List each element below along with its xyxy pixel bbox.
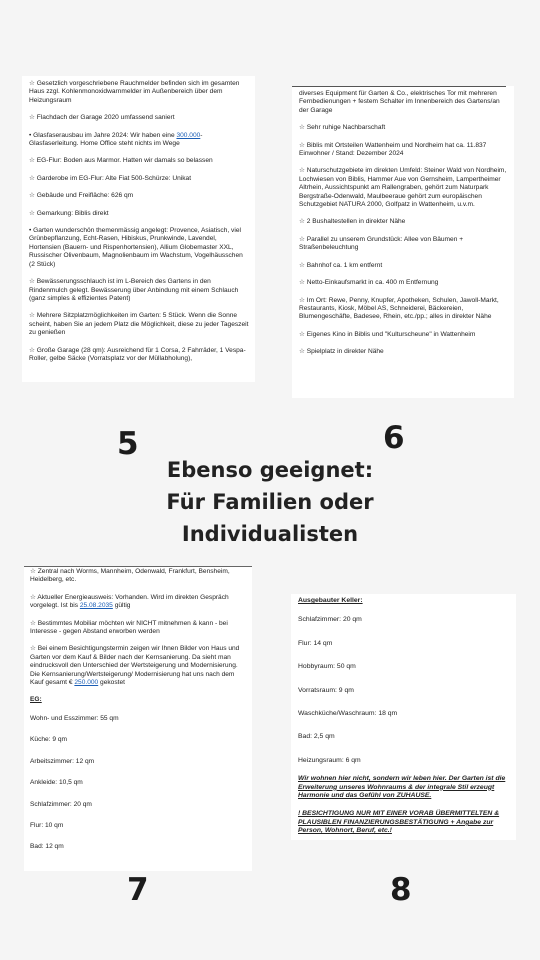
- feature-district: ☆ Gemarkung: Biblis direkt: [29, 209, 109, 217]
- feature-nature: ☆ Naturschutzgebiete im direkten Umfeld: Steiner Wald von Nordheim, Lochwiesen von Biblis, Hammer Aue von Gernsheim, Lampertheimer Altrhein, Aussichtspunkt am Rallengraben, gehört zum Naturpark Bergstraße-Odenwald, Maulbeeraue gehört zum europäischen Schutzgebiet NATURA 2000, Golfpatz in Wattenheim, u.v.m.: [299, 167, 507, 209]
- basement-room: Hobbyraum: 50 qm: [298, 663, 356, 671]
- page-number-6: 6: [383, 420, 405, 456]
- feature-bus: ☆ 2 Bushaltestellen in direkter Nähe: [299, 218, 406, 226]
- listing-page-5: [22, 76, 255, 382]
- renovation-cost-link[interactable]: 250.000: [74, 679, 99, 687]
- certificate-date-link[interactable]: 25.08.2035: [79, 602, 113, 610]
- feature-playground: ☆ Spielplatz in direkter Nähe: [299, 348, 384, 356]
- feature-furniture: ☆ Bestimmtes Mobiliar möchten wir NICHT mitnehmen & kann - bei Interesse - gegen Abstand erworben werden: [30, 619, 228, 636]
- feature-fiber: • Glasfaserausbau im Jahre 2024: Wir haben eine 300.000-Glasfaserleitung. Home Office steht nichts im Wege: [29, 131, 203, 148]
- headline-line-1: Ebenso geeignet:: [166, 458, 374, 482]
- basement-room: Flur: 14 qm: [298, 639, 333, 647]
- listing-page-7: [24, 566, 252, 871]
- eg-room: Arbeitszimmer: 12 qm: [30, 757, 95, 765]
- page-number-5: 5: [117, 426, 139, 462]
- living-note: Wir wohnen hier nicht, sondern wir leben hier. Der Garten ist die Erweiterung unseres Wohnraums & der integrale Stil erzeugt Harmonie und das Gefühl von ZUHAUSE.: [298, 775, 506, 800]
- basement-room: Waschküche/Waschraum: 18 qm: [298, 710, 398, 718]
- feature-renovation: ☆ Bei einem Besichtigungstermin zeigen wir Ihnen Bilder von Haus und Garten vor dem Kauf & Bilder nach der Kernsanierung. Da sieht man eindrucksvoll den Unterschied der Wertsteigerung und Modernisierung. Die Kernsanierung/Wertsteigerung/ Modernisierung hat uns nach dem Kauf gesamt € 250.000 gekostet: [30, 645, 240, 687]
- feature-irrigation: ☆ Bewässerungsschlauch ist im L-Bereich des Gartens in den Rindenmulch gelegt. Bewässerung über Anbindung mit einem Schlauch (ganz simples & effizientes Patent): [29, 278, 239, 302]
- fiber-speed-link[interactable]: 300.000: [176, 131, 201, 139]
- feature-local-shops: ☆ Im Ort: Rewe, Penny, Knupfer, Apotheken, Schulen, Jawoll-Markt, Restaurants, Kiosk, Möbel AS, Schneiderei, Bäckereien, Blumengeschäfte, Badesee, Rhein, etc./pp.; alles in direkter Nähe: [299, 296, 499, 321]
- feature-cinema: ☆ Eigenes Kino in Biblis und "Kulturscheune" in Wattenheim: [299, 330, 476, 338]
- feature-population: ☆ Biblis mit Ortsteilen Wattenheim und Nordheim hat ca. 11.837 Einwohner / Stand: Dezember 2024: [299, 141, 487, 158]
- eg-heading: EG:: [30, 696, 42, 704]
- divider: [24, 566, 252, 567]
- eg-room: Küche: 9 qm: [30, 736, 68, 744]
- eg-room: Ankleide: 10,5 qm: [30, 779, 83, 787]
- basement-room: Vorratsraum: 9 qm: [298, 686, 354, 694]
- eg-room: Schlafzimmer: 20 qm: [30, 800, 92, 808]
- feature-alley: ☆ Parallel zu unserem Grundstück: Allee von Bäumen + Straßenbeleuchtung: [299, 235, 464, 252]
- headline-line-2: Für Familien oder: [166, 490, 374, 514]
- feature-smoke-detectors: ☆ Gesetzlich vorgeschriebene Rauchmelder befinden sich im gesamten Haus zzgl. Kohlenmonoxidwarnmelder im Außenbereich über dem Heizungsraum: [29, 80, 240, 104]
- listing-page-8: [291, 594, 516, 840]
- feature-wardrobe: ☆ Garderobe im EG-Flur: Alte Fiat 500-Schürze: Unikat: [29, 174, 192, 182]
- feature-equipment: diverses Equipment für Garten & Co., elektrisches Tor mit mehreren Fernbedienungen + festem Schalter im Innenbereich des Gartens/an der Garage: [299, 90, 500, 114]
- feature-energy-certificate: ☆ Aktueller Energieausweis: Vorhanden. Wird im direkten Gespräch vorgelegt. Ist bis 25.08.2035 gültig: [30, 593, 229, 610]
- feature-neighborhood: ☆ Sehr ruhige Nachbarschaft: [299, 124, 386, 132]
- basement-heading: Ausgebauter Keller:: [298, 597, 363, 604]
- feature-garage: ☆ Große Garage (28 qm): Ausreichend für 1 Corsa, 2 Fahrräder, 1 Vespa-Roller, gelbe Säcke (Vorratsplatz vor der Müllabholung),: [29, 346, 246, 362]
- feature-seating: ☆ Mehrere Sitzplatzmöglichkeiten im Garten: 5 Stück. Wenn die Sonne scheint, haben Sie an jedem Platz die Möglichkeit, diese zu jeder Tageszeit zu genießen: [29, 312, 249, 337]
- feature-central-location: ☆ Zentral nach Worms, Mannheim, Odenwald, Frankfurt, Bensheim, Heidelberg, etc.: [30, 568, 230, 584]
- eg-room: Wohn- und Esszimmer: 55 qm: [30, 714, 119, 722]
- headline: [0, 454, 540, 550]
- basement-room: Bad: 2,5 qm: [298, 733, 335, 741]
- page-number-7: 7: [127, 872, 149, 908]
- basement-room: Heizungsraum: 6 qm: [298, 756, 361, 764]
- divider: [292, 86, 506, 87]
- feature-garden: • Garten wunderschön themenmässig angelegt: Provence, Asiatisch, viel Grünbepflanzung, Echt-Rasen, Hibiskus, Prunkwinde, Lavendel, Hortensien (Bauern- und Rispenhortensien), Allium Globemaster XXL, Russischer Olivenbaum, Magnolienbaum im Wachstum, Vogelhäusschen (2 Stück): [29, 227, 243, 268]
- eg-room: Bad: 12 qm: [30, 843, 64, 851]
- headline-line-3: Individualisten: [181, 522, 359, 546]
- feature-netto: ☆ Netto-Einkaufsmarkt in ca. 400 m Entfernung: [299, 279, 439, 287]
- viewing-note: ! BESICHTIGUNG NUR MIT EINER VORAB ÜBERMITTELTEN & PLAUSIBLEN FINANZIERUNGSBESTÄTIGUNG + Angabe zur Person, Wohnort, Beruf, etc.!: [298, 810, 500, 835]
- page-number-8: 8: [390, 872, 412, 908]
- feature-garage-roof: ☆ Flachdach der Garage 2020 umfassend saniert: [29, 114, 175, 122]
- feature-area: ☆ Gebäude und Freifläche: 626 qm: [29, 192, 134, 200]
- listing-page-6: [292, 86, 514, 398]
- basement-room: Schlafzimmer: 20 qm: [298, 616, 362, 624]
- feature-station: ☆ Bahnhof ca. 1 km entfernt: [299, 261, 383, 269]
- eg-room: Flur: 10 qm: [30, 821, 64, 829]
- feature-marble-floor: ☆ EG-Flur: Boden aus Marmor. Hatten wir damals so belassen: [29, 157, 213, 165]
